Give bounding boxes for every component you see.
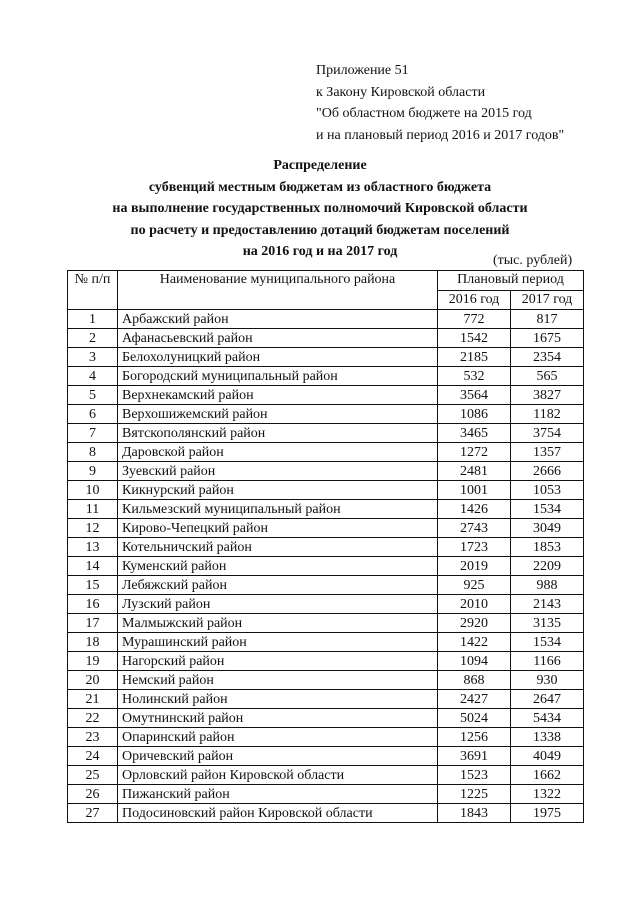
row-value-2017: 988 bbox=[511, 576, 584, 595]
table-row bbox=[68, 709, 584, 728]
row-value-2016: 2185 bbox=[438, 348, 511, 367]
row-value-2016: 2743 bbox=[438, 519, 511, 538]
row-value-2017: 1853 bbox=[511, 538, 584, 557]
row-name: Подосиновский район Кировской области bbox=[118, 804, 438, 823]
row-value-2016: 3691 bbox=[438, 747, 511, 766]
appendix-line: и на плановый период 2016 и 2017 годов" bbox=[316, 127, 565, 143]
table-row bbox=[68, 557, 584, 576]
row-num: 10 bbox=[68, 481, 118, 500]
row-name: Пижанский район bbox=[118, 785, 438, 804]
row-name: Зуевский район bbox=[118, 462, 438, 481]
header-year-2016: 2016 год bbox=[438, 290, 511, 310]
title-line: по расчету и предоставлению дотаций бюджетам поселений bbox=[130, 222, 510, 238]
table-row bbox=[68, 633, 584, 652]
table-row bbox=[68, 804, 584, 823]
row-value-2017: 3827 bbox=[511, 386, 584, 405]
row-value-2016: 1001 bbox=[438, 481, 511, 500]
table-row bbox=[68, 519, 584, 538]
appendix-note bbox=[316, 60, 564, 146]
table-row bbox=[68, 443, 584, 462]
row-value-2016: 925 bbox=[438, 576, 511, 595]
table-row bbox=[68, 367, 584, 386]
row-value-2017: 1534 bbox=[511, 500, 584, 519]
table-row bbox=[68, 386, 584, 405]
row-value-2016: 1523 bbox=[438, 766, 511, 785]
row-name: Верхнекамский район bbox=[118, 386, 438, 405]
row-name: Кирово-Чепецкий район bbox=[118, 519, 438, 538]
row-num: 26 bbox=[68, 785, 118, 804]
header-row bbox=[68, 271, 584, 291]
row-name: Лузский район bbox=[118, 595, 438, 614]
row-value-2016: 2010 bbox=[438, 595, 511, 614]
row-value-2016: 532 bbox=[438, 367, 511, 386]
appendix-line: "Об областном бюджете на 2015 год bbox=[316, 106, 532, 121]
row-num: 8 bbox=[68, 443, 118, 462]
row-name: Опаринский район bbox=[118, 728, 438, 747]
table-body bbox=[68, 310, 584, 823]
row-value-2016: 1256 bbox=[438, 728, 511, 747]
table-row bbox=[68, 462, 584, 481]
row-num: 5 bbox=[68, 386, 118, 405]
appendix-line: к Закону Кировской области bbox=[316, 84, 486, 100]
document-title bbox=[0, 155, 640, 263]
row-num: 3 bbox=[68, 348, 118, 367]
row-value-2016: 2481 bbox=[438, 462, 511, 481]
row-value-2016: 1843 bbox=[438, 804, 511, 823]
table-row bbox=[68, 424, 584, 443]
row-name: Даровской район bbox=[118, 443, 438, 462]
row-value-2016: 772 bbox=[438, 310, 511, 329]
row-value-2017: 1357 bbox=[511, 443, 584, 462]
row-name: Куменский район bbox=[118, 557, 438, 576]
row-name: Вятскополянский район bbox=[118, 424, 438, 443]
row-value-2016: 1426 bbox=[438, 500, 511, 519]
table-row bbox=[68, 310, 584, 329]
header-period: Плановый период bbox=[438, 271, 584, 291]
row-name: Кильмезский муниципальный район bbox=[118, 500, 438, 519]
row-num: 27 bbox=[68, 804, 118, 823]
row-value-2016: 868 bbox=[438, 671, 511, 690]
row-value-2017: 1053 bbox=[511, 481, 584, 500]
row-name: Кикнурский район bbox=[118, 481, 438, 500]
row-num: 24 bbox=[68, 747, 118, 766]
subventions-table bbox=[67, 270, 584, 823]
row-value-2017: 930 bbox=[511, 671, 584, 690]
title-line: Распределение bbox=[273, 158, 367, 173]
row-name: Лебяжский район bbox=[118, 576, 438, 595]
row-name: Малмыжский район bbox=[118, 614, 438, 633]
row-value-2017: 3754 bbox=[511, 424, 584, 443]
table-row bbox=[68, 690, 584, 709]
title-line: субвенций местным бюджетам из областного бюджета bbox=[148, 179, 492, 195]
row-name: Верхошижемский район bbox=[118, 405, 438, 424]
table-row bbox=[68, 348, 584, 367]
row-num: 12 bbox=[68, 519, 118, 538]
row-num: 6 bbox=[68, 405, 118, 424]
table-row bbox=[68, 405, 584, 424]
row-name: Омутнинский район bbox=[118, 709, 438, 728]
row-value-2017: 3049 bbox=[511, 519, 584, 538]
row-num: 20 bbox=[68, 671, 118, 690]
header-name: Наименование муниципального района bbox=[118, 271, 438, 310]
row-num: 21 bbox=[68, 690, 118, 709]
header-year-2017: 2017 год bbox=[511, 290, 584, 310]
row-value-2016: 1542 bbox=[438, 329, 511, 348]
row-value-2016: 1086 bbox=[438, 405, 511, 424]
row-name: Нолинский район bbox=[118, 690, 438, 709]
table-row bbox=[68, 785, 584, 804]
row-num: 22 bbox=[68, 709, 118, 728]
row-value-2017: 2354 bbox=[511, 348, 584, 367]
row-value-2017: 1338 bbox=[511, 728, 584, 747]
table-header bbox=[68, 271, 584, 310]
row-value-2017: 1166 bbox=[511, 652, 584, 671]
row-value-2016: 3564 bbox=[438, 386, 511, 405]
row-value-2016: 1272 bbox=[438, 443, 511, 462]
row-value-2017: 3135 bbox=[511, 614, 584, 633]
row-num: 16 bbox=[68, 595, 118, 614]
table-row bbox=[68, 538, 584, 557]
row-value-2016: 1723 bbox=[438, 538, 511, 557]
row-value-2017: 2209 bbox=[511, 557, 584, 576]
row-value-2017: 1675 bbox=[511, 329, 584, 348]
table-row bbox=[68, 595, 584, 614]
table-row bbox=[68, 481, 584, 500]
table-row bbox=[68, 500, 584, 519]
title-line: на 2016 год и на 2017 год bbox=[242, 244, 398, 259]
row-name: Нагорский район bbox=[118, 652, 438, 671]
row-num: 11 bbox=[68, 500, 118, 519]
row-num: 25 bbox=[68, 766, 118, 785]
row-num: 17 bbox=[68, 614, 118, 633]
row-value-2017: 565 bbox=[511, 367, 584, 386]
row-num: 19 bbox=[68, 652, 118, 671]
table-row bbox=[68, 576, 584, 595]
header-num: № п/п bbox=[68, 271, 118, 310]
row-value-2017: 2143 bbox=[511, 595, 584, 614]
row-name: Белохолуницкий район bbox=[118, 348, 438, 367]
title-line: на выполнение государственных полномочий Кировской области bbox=[112, 201, 528, 216]
row-name: Мурашинский район bbox=[118, 633, 438, 652]
table-row bbox=[68, 728, 584, 747]
row-value-2016: 5024 bbox=[438, 709, 511, 728]
row-name: Афанасьевский район bbox=[118, 329, 438, 348]
row-num: 2 bbox=[68, 329, 118, 348]
row-name: Немский район bbox=[118, 671, 438, 690]
row-value-2017: 5434 bbox=[511, 709, 584, 728]
units-label: (тыс. рублей) bbox=[493, 253, 573, 268]
row-value-2017: 1322 bbox=[511, 785, 584, 804]
table-row bbox=[68, 747, 584, 766]
row-num: 7 bbox=[68, 424, 118, 443]
row-value-2017: 1662 bbox=[511, 766, 584, 785]
row-value-2017: 1182 bbox=[511, 405, 584, 424]
row-value-2016: 1094 bbox=[438, 652, 511, 671]
row-value-2016: 2427 bbox=[438, 690, 511, 709]
row-num: 13 bbox=[68, 538, 118, 557]
row-name: Богородский муниципальный район bbox=[118, 367, 438, 386]
row-name: Котельничский район bbox=[118, 538, 438, 557]
table-row bbox=[68, 614, 584, 633]
row-num: 4 bbox=[68, 367, 118, 386]
table-row bbox=[68, 652, 584, 671]
row-value-2016: 1422 bbox=[438, 633, 511, 652]
row-num: 9 bbox=[68, 462, 118, 481]
row-value-2016: 2019 bbox=[438, 557, 511, 576]
row-value-2016: 3465 bbox=[438, 424, 511, 443]
row-value-2016: 1225 bbox=[438, 785, 511, 804]
row-num: 1 bbox=[68, 310, 118, 329]
table-row bbox=[68, 766, 584, 785]
appendix-line: Приложение 51 bbox=[316, 63, 409, 78]
row-num: 18 bbox=[68, 633, 118, 652]
row-name: Оричевский район bbox=[118, 747, 438, 766]
row-num: 23 bbox=[68, 728, 118, 747]
row-num: 14 bbox=[68, 557, 118, 576]
row-value-2017: 4049 bbox=[511, 747, 584, 766]
row-value-2017: 1975 bbox=[511, 804, 584, 823]
row-num: 15 bbox=[68, 576, 118, 595]
row-value-2016: 2920 bbox=[438, 614, 511, 633]
row-value-2017: 2666 bbox=[511, 462, 584, 481]
row-value-2017: 2647 bbox=[511, 690, 584, 709]
row-name: Арбажский район bbox=[118, 310, 438, 329]
row-name: Орловский район Кировской области bbox=[118, 766, 438, 785]
row-value-2017: 817 bbox=[511, 310, 584, 329]
table-row bbox=[68, 329, 584, 348]
row-value-2017: 1534 bbox=[511, 633, 584, 652]
table-row bbox=[68, 671, 584, 690]
